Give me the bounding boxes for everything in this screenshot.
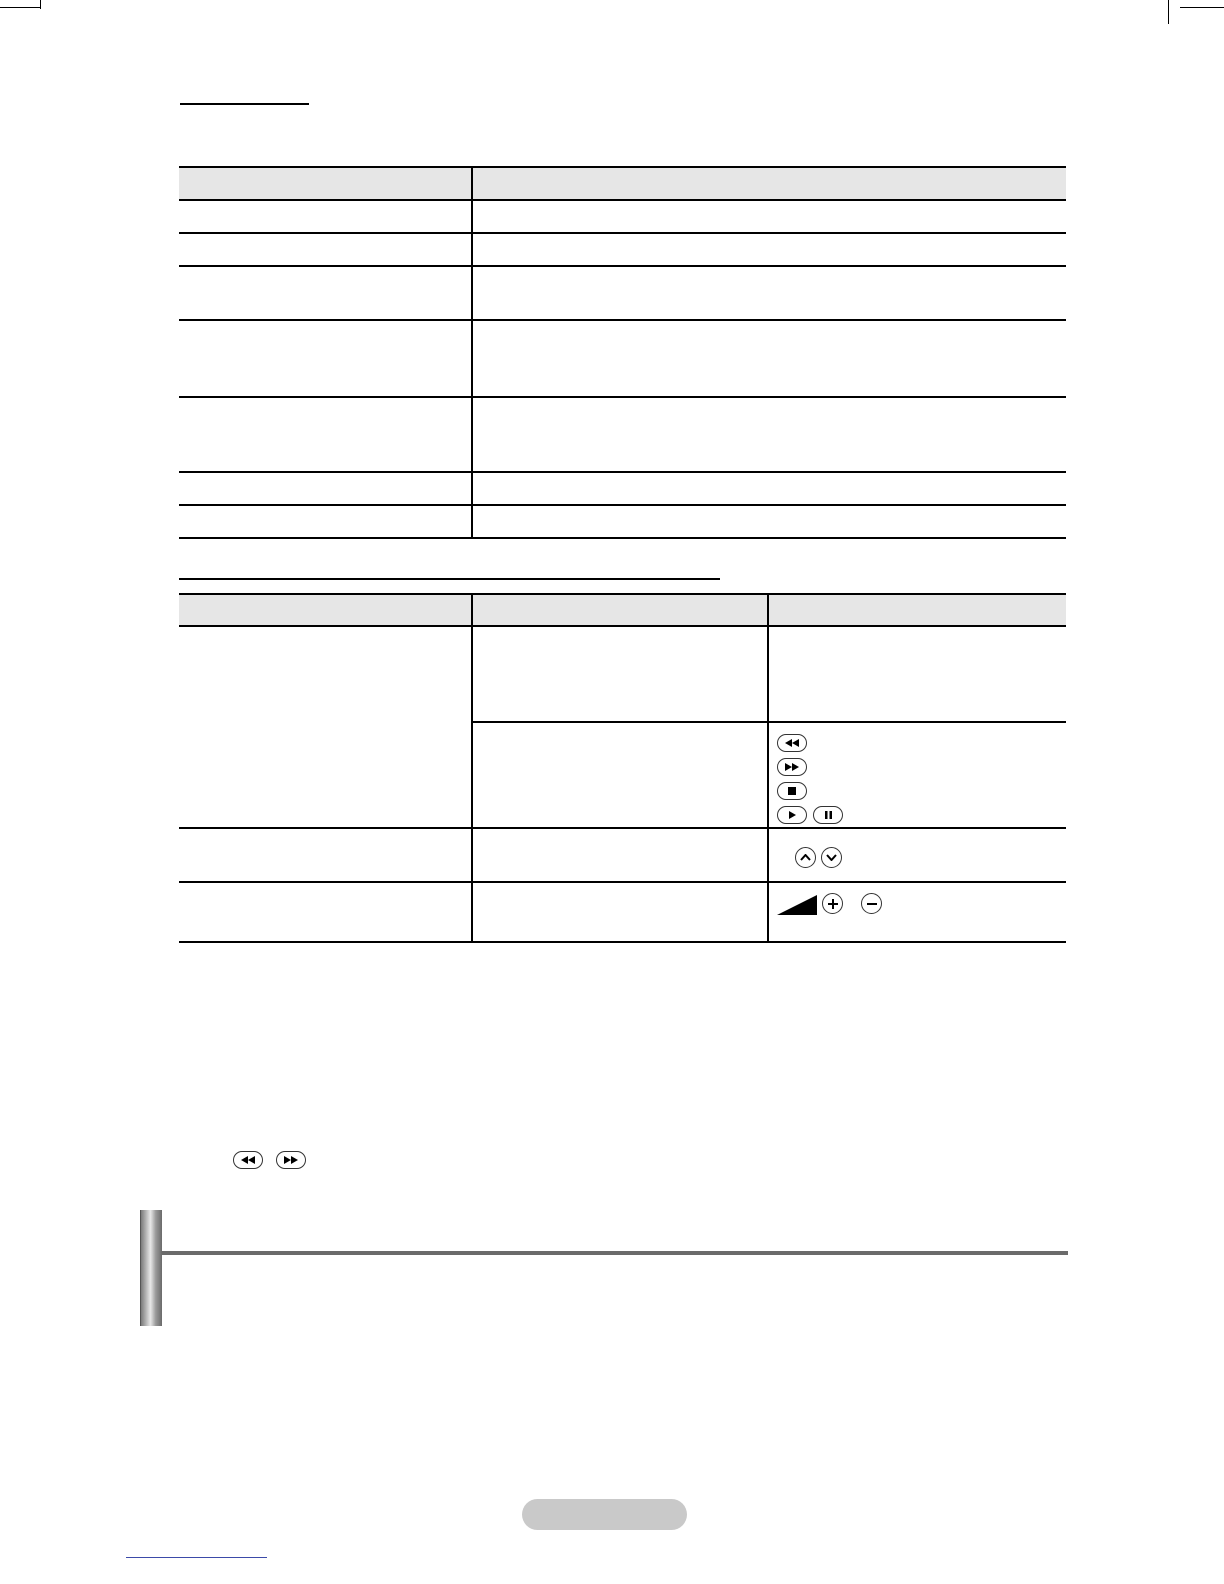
crop-mark-top-right-v <box>1168 0 1169 24</box>
volume-plus-icon <box>822 893 843 914</box>
table-row <box>179 473 1066 506</box>
control-table-header <box>179 593 1066 627</box>
table-row <box>179 201 1066 234</box>
table-row <box>179 234 1066 267</box>
control-table <box>179 593 1066 943</box>
table-row <box>179 398 1066 473</box>
stop-icon <box>777 782 807 800</box>
channel-up-icon <box>795 847 816 868</box>
channel-down-icon <box>821 847 842 868</box>
spec-table-header-cell-1 <box>179 168 473 199</box>
table-row <box>179 506 1066 539</box>
volume-minus-icon <box>861 893 882 914</box>
section-divider <box>162 1251 1068 1255</box>
page-number-badge <box>522 1499 687 1530</box>
title-underline <box>180 103 309 105</box>
table-row <box>179 883 1066 943</box>
table-row <box>179 321 1066 398</box>
spec-table-header-cell-2 <box>473 168 1066 199</box>
spec-table-header <box>179 166 1066 201</box>
section-marker-bar <box>140 1210 162 1326</box>
pause-icon <box>813 806 843 824</box>
table-row <box>179 267 1066 321</box>
rewind-icon <box>233 1151 263 1169</box>
footer-link-underline <box>126 1557 267 1558</box>
table-row <box>179 829 1066 883</box>
fast-forward-icon <box>777 758 807 776</box>
table-row <box>179 627 1066 829</box>
volume-ramp-icon <box>777 895 817 915</box>
crop-mark-top-left-h <box>0 7 40 8</box>
fast-forward-icon <box>276 1151 306 1169</box>
rewind-icon <box>777 734 807 752</box>
spec-table <box>179 166 1066 539</box>
play-icon <box>777 806 807 824</box>
playback-icon-stack <box>777 731 843 827</box>
crop-mark-top-left-v <box>40 0 41 9</box>
section-heading-underline <box>179 578 720 580</box>
crop-mark-top-right-h <box>1180 7 1224 8</box>
